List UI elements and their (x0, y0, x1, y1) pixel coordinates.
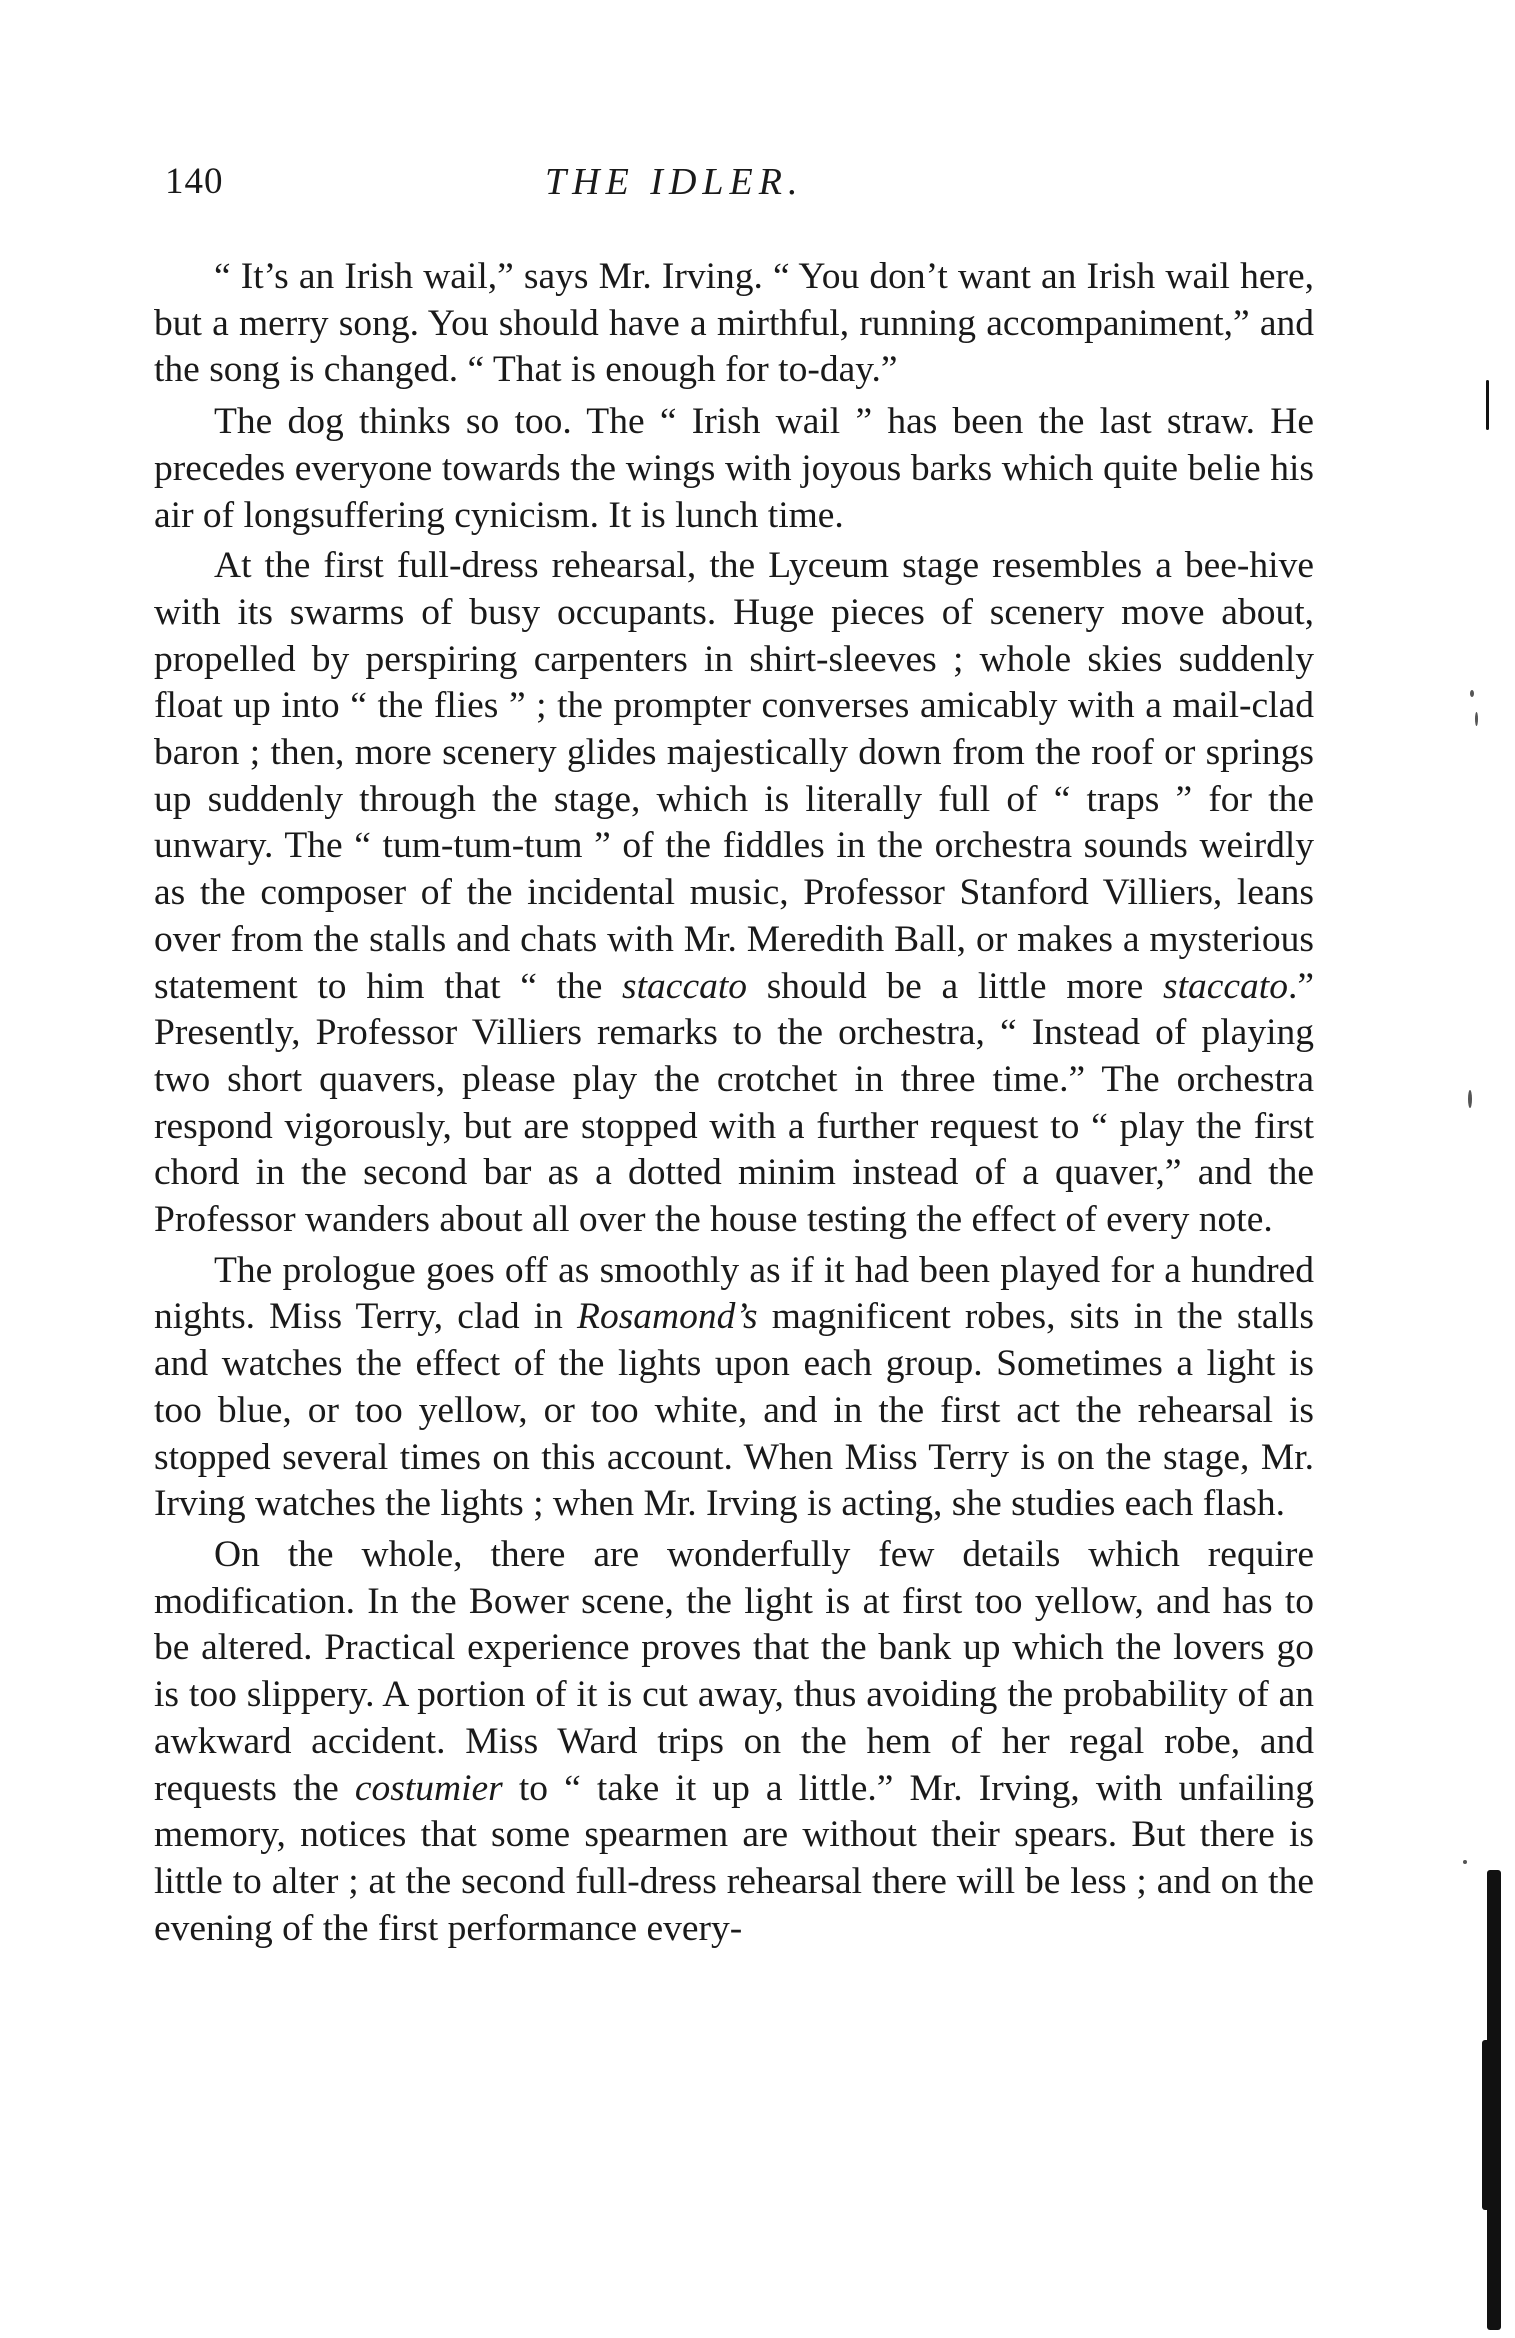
paragraph-irish-wail (154, 254, 1314, 394)
text-run: The dog thinks so too. The “ Irish wail ” has been the last straw. He precedes everyone towards the wings with joyous barks which quite belie his air of longsuffering cynicism. It is lunch time. (154, 401, 1314, 536)
text-run: .” Presently, Professor Villiers remarks to the orchestra, “ Instead of playing two short quavers, please play the crotchet in three time.” The orchestra respond vigorously, but are stopped with a further request to “ play the first chord in the second bar as a dotted minim instead of a quaver,” and the Professor wanders about all over the house testing the effect of every note. (154, 965, 1314, 1241)
binding-shadow (1482, 2040, 1490, 2210)
text-run: At the first full-dress rehearsal, the Lyceum stage resembles a bee-hive with its swarms of busy occupants. Huge pieces of scenery move about, propelled by perspiring carpenters in shirt-sleeves ; whole skies suddenly float up into “ the flies ” ; the prompter converses amicably with a mail-clad baron ; then, more scenery glides majestically down from the roof or springs up suddenly through the stage, which is literally full of “ traps ” for the unwary. The “ tum-tum-tum ” of the fiddles in the orchestra sounds weirdly as the composer of the incidental music, Professor Stanford Villiers, leans over from the stalls and chats with Mr. Meredith Ball, or makes a mysterious statement to him that “ the (154, 545, 1314, 1007)
italic-run: Rosamond’s (577, 1296, 758, 1338)
page-number: 140 (165, 161, 224, 202)
text-run: On the whole, there are wonderfully few details which require modification. In the Bower scene, the light is at first too yellow, and has to be altered. Practical experience proves that the bank up which the lovers go is too slippery. A portion of it is cut away, thus avoiding the probability of an awkward accident. Miss Ward trips on the hem of her regal robe, and requests the (154, 1533, 1314, 1809)
running-title: THE IDLER. (545, 161, 804, 203)
text-run: The prologue goes off as smoothly as if it had been played for a hundred nights. Miss Terry, clad in (154, 1249, 1314, 1338)
text-run: should be a little more (747, 965, 1163, 1007)
text-run: to “ take it up a little.” Mr. Irving, with unfailing memory, notices that some spearmen are without their spears. But there is little to alter ; at the second full-dress rehearsal there will be less ; and on the evening of the first performance every- (154, 1767, 1314, 1949)
scan-speck (1470, 690, 1474, 697)
binding-mark (1486, 380, 1489, 430)
italic-run: staccato (1162, 965, 1288, 1007)
running-head (165, 160, 1315, 210)
scan-speck (1475, 712, 1478, 726)
text-run: magnificent robes, sits in the stalls and watches the effect of the lights upon each group. Sometimes a light is too blue, or too yellow, or too white, and in the first act the rehearsal is stopped several times on this account. When Miss Terry is on the stage, Mr. Irving watches the lights ; when Mr. Irving is acting, she studies each flash. (154, 1296, 1314, 1525)
scan-speck (1463, 1860, 1467, 1864)
paragraph-bower-scene (154, 1532, 1314, 1952)
paragraph-prologue (154, 1248, 1314, 1528)
paragraph-rehearsal (154, 543, 1314, 1244)
scan-speck (1468, 1090, 1472, 1108)
italic-run: costumier (354, 1767, 503, 1809)
paragraph-dog (154, 399, 1314, 539)
text-run: “ It’s an Irish wail,” says Mr. Irving. “ You don’t want an Irish wail here, but a merry song. You should have a mirthful, running accompaniment,” and the song is changed. “ That is enough for to-day.” (154, 256, 1314, 391)
body-text (154, 254, 1314, 1952)
italic-run: staccato (622, 965, 748, 1007)
